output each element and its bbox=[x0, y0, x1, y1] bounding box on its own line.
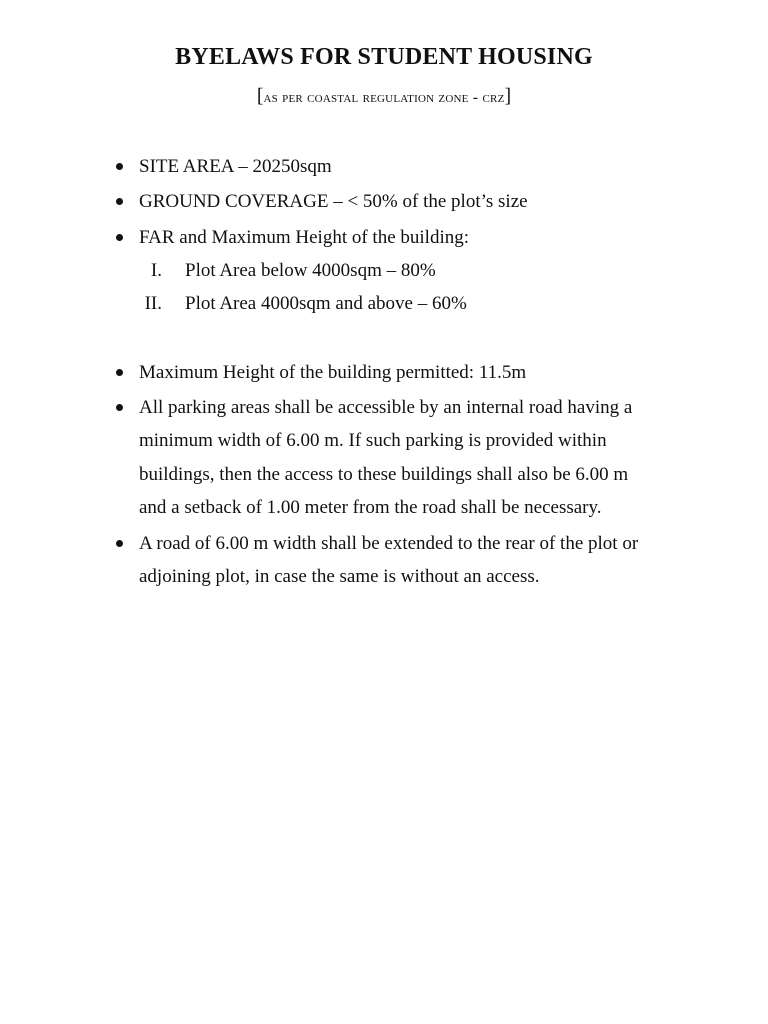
sublist-numeral: II. bbox=[144, 293, 162, 314]
bullet-parking-line: All parking areas shall be accessible by an internal road having a bbox=[139, 397, 633, 418]
sublist-numeral: I. bbox=[150, 260, 162, 281]
subtitle-open-bracket: [ bbox=[256, 85, 264, 107]
bullet-max-height: Maximum Height of the building permitted: 11.5m bbox=[139, 362, 527, 383]
bullet-parking-line: minimum width of 6.00 m. If such parking is provided within bbox=[139, 430, 607, 451]
sublist-item-below-4000: Plot Area below 4000sqm – 80% bbox=[185, 260, 436, 281]
bullet-icon bbox=[116, 404, 123, 411]
bullet-icon bbox=[116, 198, 123, 205]
document-title: BYELAWS FOR STUDENT HOUSING bbox=[175, 44, 593, 70]
subtitle-close-bracket: ] bbox=[504, 85, 512, 107]
bullet-site-area: SITE AREA – 20250sqm bbox=[139, 156, 332, 177]
bullet-icon bbox=[116, 369, 123, 376]
bullet-road-line: A road of 6.00 m width shall be extended to the rear of the plot or bbox=[139, 533, 639, 554]
sublist-item-4000-above: Plot Area 4000sqm and above – 60% bbox=[185, 293, 467, 314]
bullet-parking-line: buildings, then the access to these buildings shall also be 6.00 m bbox=[139, 464, 629, 485]
bullet-icon bbox=[116, 540, 123, 547]
document-subtitle bbox=[0, 85, 768, 107]
bullet-parking-line: and a setback of 1.00 meter from the road shall be necessary. bbox=[139, 497, 602, 518]
bullet-far-height: FAR and Maximum Height of the building: bbox=[139, 227, 470, 248]
bullet-icon bbox=[116, 234, 123, 241]
bullet-icon bbox=[116, 163, 123, 170]
bullet-ground-coverage: GROUND COVERAGE – < 50% of the plot’s size bbox=[139, 191, 528, 212]
bullet-road-line: adjoining plot, in case the same is without an access. bbox=[139, 566, 540, 587]
subtitle-text: as per coastal regulation zone - crz bbox=[263, 89, 505, 106]
